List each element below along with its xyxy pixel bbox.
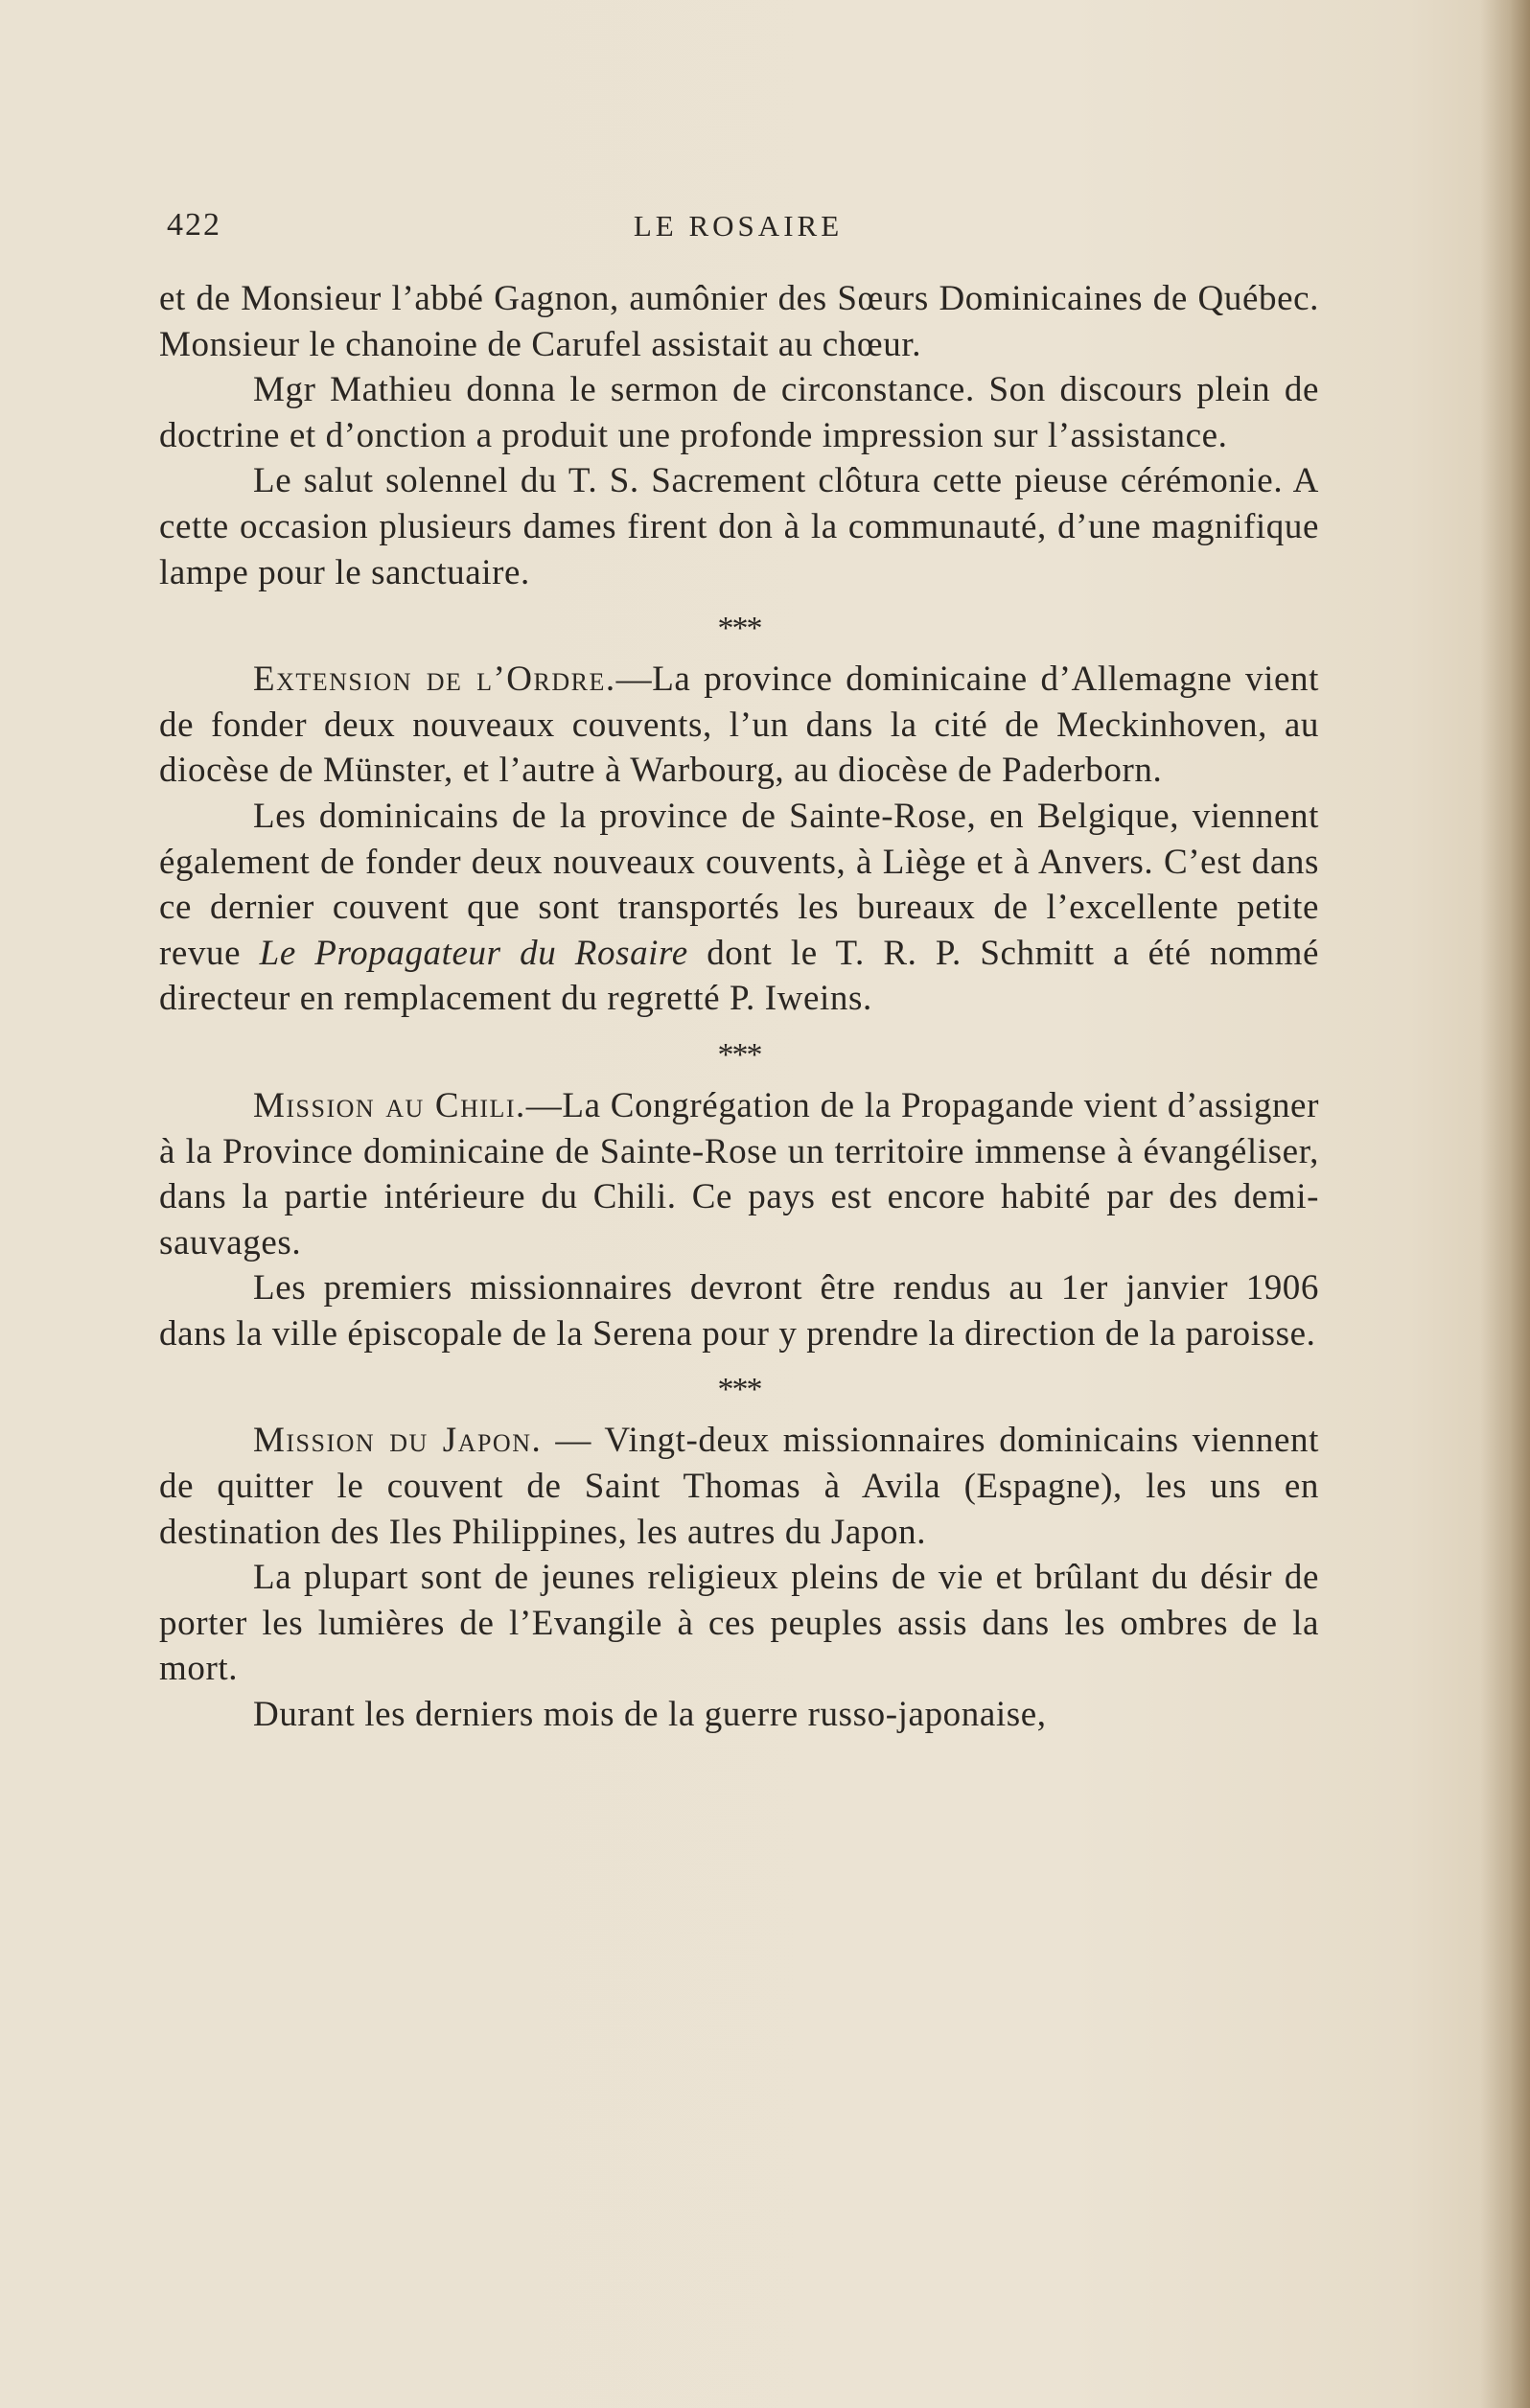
paragraph: Les premiers missionnaires devront être rendus au 1er janvier 1906 dans la ville épiscopale de la Serena pour y prendre la direction de la paroisse. [159,1268,1319,1354]
page-body [159,276,1319,1738]
paragraph [159,1083,1319,1265]
paragraph-text: —La Congrégation de la Propagande vient d’assigner à la Province dominicaine de Sainte-Rose un territoire immense à évangéliser, dans la partie intérieure du Chili. Ce pays est encore habité par des demi-sauvages. [159,1085,1319,1262]
section-separator [159,1033,1319,1077]
paragraph [159,794,1319,1022]
paragraph: La plupart sont de jeunes religieux pleins de vie et brûlant du désir de porter les lumières de l’Evangile à ces peuples assis dans les ombres de la mort. [159,1558,1319,1689]
page-number: 422 [167,207,221,243]
paragraph-text: — Vingt-deux missionnaires dominicains viennent de quitter le couvent de Saint Thomas à Avila (Espagne), les uns en destination des Iles Philippines, les autres du Japon. [159,1421,1319,1552]
paragraph [159,657,1319,794]
paragraph-text: —La province dominicaine d’Allemagne vient de fonder deux nouveaux couvents, l’un dans la cité de Meckinhoven, au diocèse de Münster, et l’autre à Warbourg, au diocèse de Paderborn. [159,660,1320,791]
paragraph: Durant les derniers mois de la guerre russo-japonaise, [253,1695,1047,1735]
section-heading: Mission au Chili. [253,1085,526,1125]
section-separator [159,607,1319,651]
page-edge-shadow [1480,0,1530,2408]
section-heading: Extension de l’Ordre. [253,660,616,700]
publication-title: Le Propagateur du Rosaire [259,933,688,973]
separator-mark: *** [717,1036,761,1073]
section-heading: Mission du Japon. [253,1421,543,1461]
separator-mark: *** [717,1372,761,1408]
running-title: LE ROSAIRE [633,209,844,243]
paragraph-text: Les dominicains de la province de Sainte-Rose, en Belgique, viennent également de fonder deux nouveaux couvents, à Liège et à Anvers. C’est dans ce dernier couvent que sont transportés les bureaux de l’excellente petite revue [159,796,1319,973]
paragraph: et de Monsieur l’abbé Gagnon, aumônier des Sœurs Dominicaines de Québec. Monsieur le chanoine de Carufel assistait au chœur. [159,279,1319,364]
paragraph [159,1418,1319,1555]
paragraph-text: dont le T. R. P. Schmitt a été nommé directeur en remplacement du regretté P. Iweins. [159,933,1319,1019]
separator-mark: *** [717,611,761,647]
paragraph: Le salut solennel du T. S. Sacrement clôtura cette pieuse cérémonie. A cette occasion plusieurs dames firent don à la communauté, d’une magnifique lampe pour le sanctuaire. [159,461,1319,592]
page-header [161,203,1315,251]
paragraph: Mgr Mathieu donna le sermon de circonstance. Son discours plein de doctrine et d’onction a produit une profonde impression sur l’assistance. [159,370,1319,455]
section-separator [159,1368,1319,1412]
